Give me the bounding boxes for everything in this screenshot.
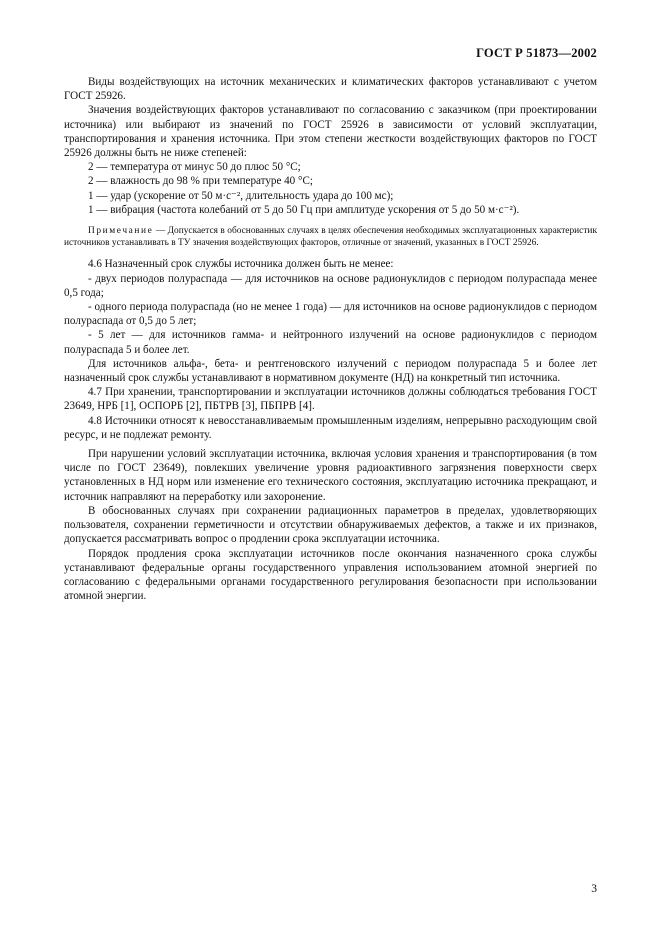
- list-item: 1 — удар (ускорение от 50 м·с⁻², длительность удара до 100 мс);: [88, 189, 394, 202]
- list-item: - одного периода полураспада (но не менее 1 года) — для источников на основе радионуклидов с периодом полураспада от 0,5 до 5 лет;: [64, 301, 597, 328]
- list-item: 2 — температура от минус 50 до плюс 50 °С;: [88, 161, 301, 174]
- section-4-8: 4.8 Источники относят к невосстанавливаемым промышленным изделиям, непрерывно расходующим свой ресурс, и не подлежат ремонту.: [64, 414, 597, 441]
- list-item: 1 — вибрация (частота колебаний от 5 до 50 Гц при амплитуде ускорения от 5 до 50 м·с⁻²).: [88, 203, 520, 216]
- list-item: - 5 лет — для источников гамма- и нейтронного излучений на основе радионуклидов с периодом полураспада 5 и более лет.: [64, 329, 597, 356]
- paragraph: Значения воздействующих факторов устанавливают по согласованию с заказчиком (при проектировании источника) или выбирают из значений по ГОСТ 25926 в зависимости от условий эксплуатации, транспортирования и хранения источника. При этом степени жесткости воздействующих факторов по ГОСТ 25926 должны быть не ниже степеней:: [64, 104, 597, 160]
- note-label: Примечание: [88, 226, 154, 237]
- document-header: ГОСТ Р 51873—2002: [476, 46, 597, 60]
- note-text: — Допускается в обоснованных случаях в целях обеспечения необходимых эксплуатационных характеристик источников устанавливать в ТУ значения воздействующих факторов, отличные от значений, указанных в ГОСТ 25926.: [64, 226, 597, 249]
- section-4-6: 4.6 Назначенный срок службы источника должен быть не менее:: [88, 258, 394, 271]
- section-4-7: 4.7 При хранении, транспортировании и эксплуатации источников должны соблюдаться требования ГОСТ 23649, НРБ [1], ОСПОРБ [2], ПБТРВ [3], ПБПРВ [4].: [64, 386, 597, 413]
- paragraph: Виды воздействующих на источник механических и климатических факторов устанавливают с учетом ГОСТ 25926.: [64, 76, 597, 103]
- page-body: [64, 75, 597, 603]
- list-item: 2 — влажность до 98 % при температуре 40 °С;: [88, 175, 313, 188]
- note: [64, 225, 597, 249]
- paragraph: При нарушении условий эксплуатации источника, включая условия хранения и транспортирования (в том числе по ГОСТ 23649), повлекших увеличение уровня радиоактивного загрязнения поверхности сверх установленных в НД норм или изменение его технического состояния, эксплуатацию источника прекращают, и источник направляют на переработку или захоронение.: [64, 448, 597, 503]
- list-item: - двух периодов полураспада — для источников на основе радионуклидов с периодом полураспада менее 0,5 года;: [64, 272, 597, 299]
- paragraph: Для источников альфа-, бета- и рентгеновского излучений с периодом полураспада 5 и более лет назначенный срок службы устанавливают в нормативном документе (НД) на конкретный тип источника.: [64, 357, 597, 385]
- paragraph: В обоснованных случаях при сохранении радиационных параметров в пределах, удовлетворяющих пользователя, сохранении герметичности и отсутствии обнаруживаемых дефектов, а также и их признаков, допускается рассматривать вопрос о продлении срока эксплуатации источника.: [64, 504, 597, 546]
- page-number: 3: [591, 883, 597, 895]
- paragraph: Порядок продления срока эксплуатации источников после окончания назначенного срока службы устанавливают федеральные органы государственного управления использованием атомной энергией по согласованию с федеральными органами государственного регулирования безопасности при использовании атомной энергии.: [64, 547, 597, 603]
